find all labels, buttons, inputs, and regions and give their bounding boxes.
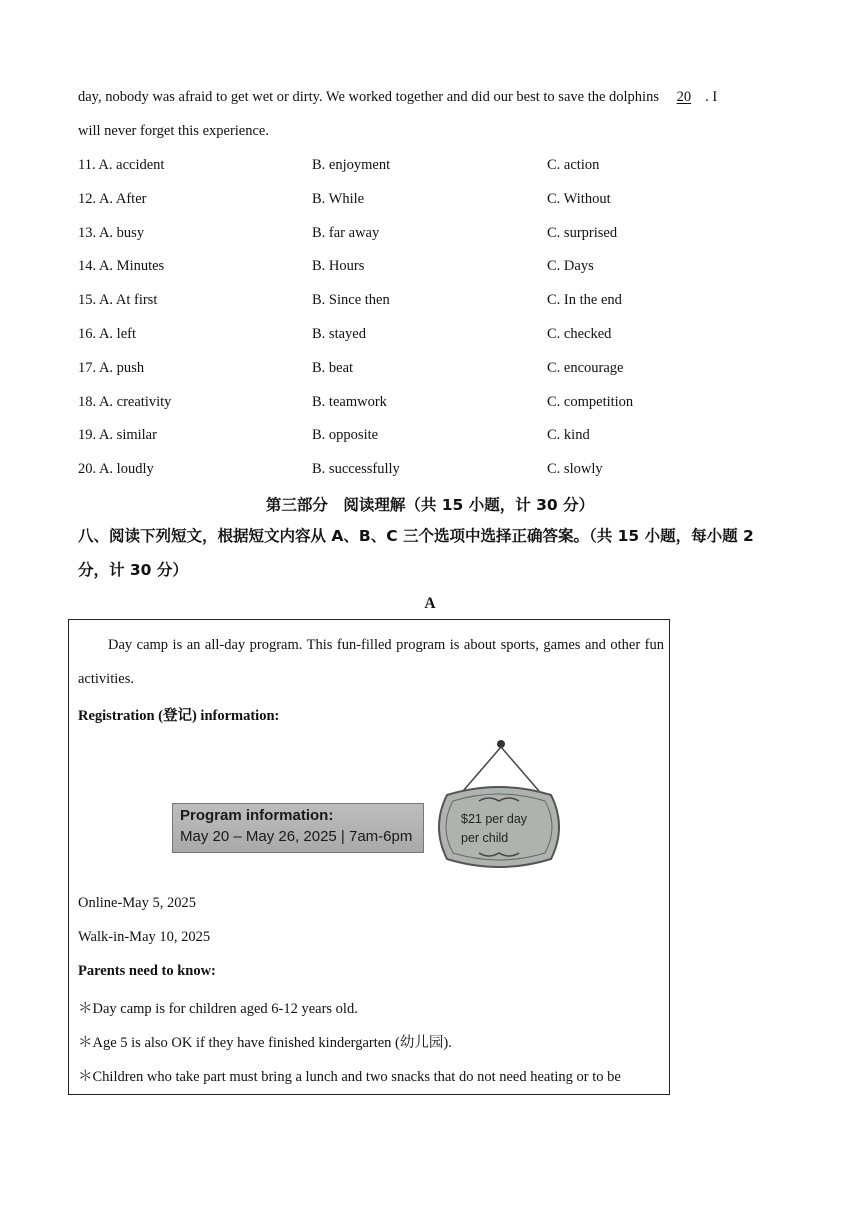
option-row (78, 157, 798, 177)
option-c: C. encourage (547, 359, 624, 376)
option-b: B. beat (312, 359, 354, 376)
option-c: C. kind (547, 427, 590, 444)
program-banner (172, 803, 424, 853)
option-a: 13. A. busy (78, 224, 145, 241)
program-dates: May 20 – May 26, 2025 | 7am-6pm (180, 828, 413, 845)
option-b: B. opposite (312, 427, 379, 444)
passage-text: day, nobody was afraid to get wet or dirty. We worked together and did our best to save the dolphins (78, 89, 663, 105)
section-title: 第三部分 阅读理解（共 15 小题，计 30 分） (265, 496, 595, 514)
option-row (78, 225, 798, 245)
option-b: B. stayed (312, 326, 366, 342)
option-c: C. action (547, 157, 600, 173)
option-a: 17. A. push (78, 359, 145, 376)
option-a: 16. A. left (78, 326, 136, 342)
bullet-item: ＊Day camp is for children aged 6-12 years old. (78, 1001, 358, 1017)
option-b: B. enjoyment (312, 157, 391, 173)
passage-line: will never forget this experience. (78, 123, 269, 139)
bullet-item: ＊Children who take part must bring a lunch and two snacks that do not need heating or to be (78, 1069, 621, 1085)
option-a: 11. A. accident (78, 157, 165, 173)
option-c: C. In the end (547, 292, 622, 309)
option-b: B. successfully (312, 461, 400, 478)
option-a: 12. A. After (78, 190, 147, 207)
price-sign-icon (429, 735, 569, 875)
option-row (78, 394, 798, 414)
option-c: C. slowly (547, 461, 603, 478)
parents-heading: Parents need to know: (78, 963, 216, 979)
option-b: B. Since then (312, 292, 390, 309)
option-row (78, 427, 798, 447)
option-b: B. Hours (312, 258, 365, 275)
price-sign-line1: $21 per day (461, 812, 528, 826)
registration-heading: Registration (登记) information: (78, 708, 280, 724)
option-row (78, 292, 798, 312)
option-row (78, 461, 798, 481)
option-c: C. competition (547, 393, 634, 410)
option-a: 20. A. loudly (78, 461, 154, 478)
option-c: C. Without (547, 190, 611, 207)
price-sign-line2: per child (461, 831, 509, 845)
walkin-date: Walk-in-May 10, 2025 (78, 929, 211, 945)
option-c: C. Days (547, 258, 594, 275)
option-row (78, 191, 798, 211)
option-a: 19. A. similar (78, 427, 157, 444)
online-date: Online-May 5, 2025 (78, 895, 196, 911)
option-c: C. surprised (547, 224, 618, 241)
passage-box (68, 619, 670, 1095)
passage-label: A (424, 595, 436, 612)
intro-paragraph: Day camp is an all-day program. This fun-filled program is about sports, games and other fun activities. (78, 637, 664, 687)
bullet-item: ＊Age 5 is also OK if they have finished kindergarten (幼儿园). (78, 1035, 452, 1051)
blank-20: 20 (676, 89, 692, 105)
option-c: C. checked (547, 326, 612, 342)
passage-text: . I (705, 89, 718, 105)
option-row (78, 258, 798, 278)
option-a: 15. A. At first (78, 292, 158, 309)
option-row (78, 360, 798, 380)
option-a: 18. A. creativity (78, 393, 172, 410)
program-title: Program information: (180, 807, 334, 824)
option-row (78, 326, 798, 346)
passage-line (78, 89, 717, 106)
instructions: 八、阅读下列短文，根据短文内容从 A、B、C 三个选项中选择正确答案。（共 15 小题，每小题 2 分，计 30 分） (78, 527, 754, 579)
option-b: B. teamwork (312, 393, 387, 410)
option-b: B. While (312, 190, 365, 207)
option-b: B. far away (312, 224, 380, 241)
option-a: 14. A. Minutes (78, 258, 165, 275)
